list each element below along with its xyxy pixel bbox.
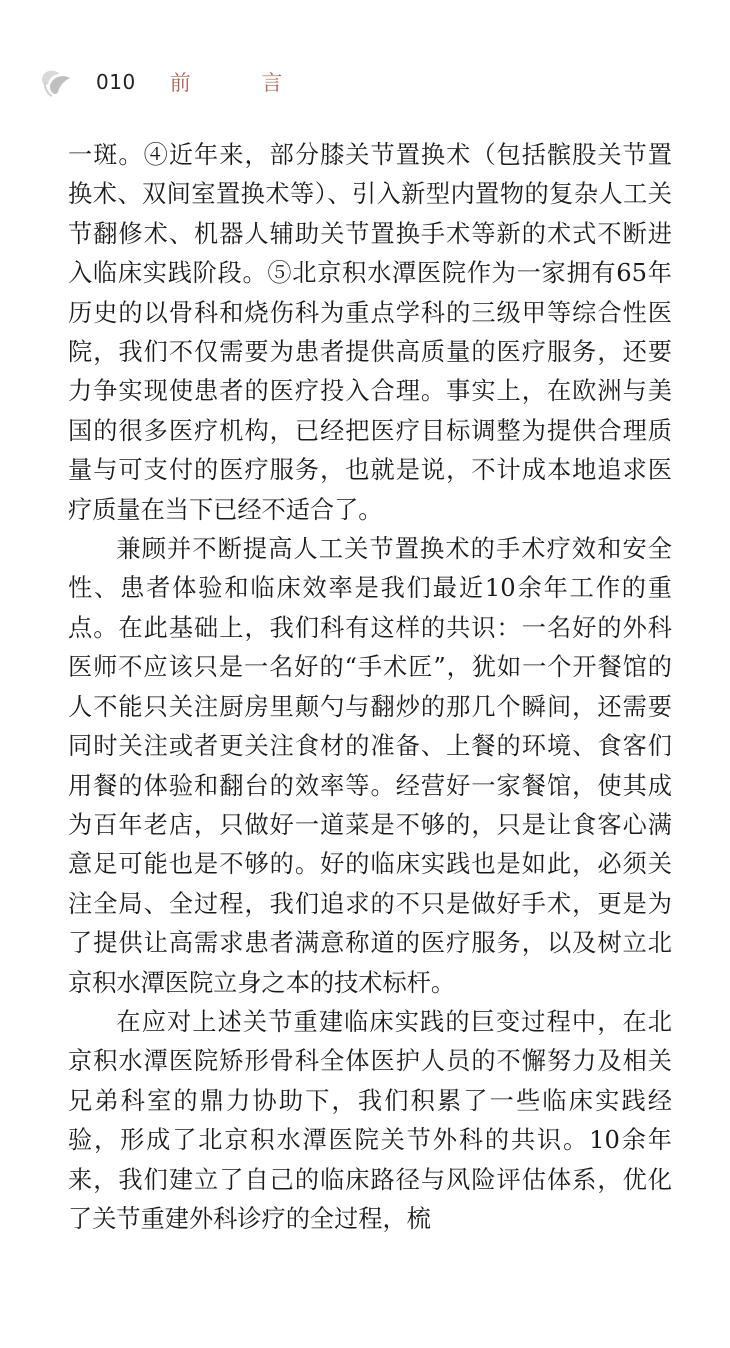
paragraph: 一斑。④近年来，部分膝关节置换术（包括髌股关节置换术、双间室置换术等）、引入新型内置物的复杂人工关节翻修术、机器人辅助关节置换手术等新的术式不断进入临床实践阶段。⑤北京积水潭医院作为一家拥有65年历史的以骨科和烧伤科为重点学科的三级甲等综合性医院，我们不仅需要为患者提供高质量的医疗服务，还要力争实现使患者的医疗投入合理。事实上，在欧洲与美国的很多医疗机构，已经把医疗目标调整为提供合理质量与可支付的医疗服务，也就是说，不计成本地追求医疗质量在当下已经不适合了。 bbox=[68, 141, 672, 524]
section-title: 前 言 bbox=[169, 71, 315, 95]
paragraph: 兼顾并不断提高人工关节置换术的手术疗效和安全性、患者体验和临床效率是我们最近10余年工作的重点。在此基础上，我们科有这样的共识：一名好的外科医师不应该只是一名好的“手术匠”，犹如一个开餐馆的人不能只关注厨房里颠勺与翻炒的那几个瞬间，还需要同时关注或者更关注食材的准备、上餐的环境、食客们用餐的体验和翻台的效率等。经营好一家餐馆，使其成为百年老店，只做好一道菜是不够的，只是让食客心满意足可能也是不够的。好的临床实践也是如此，必须关注全局、全过程，我们追求的不只是做好手术，更是为了提供让高需求患者满意称道的医疗服务，以及树立北京积水潭医院立身之本的技术标杆。 bbox=[68, 535, 672, 997]
body-text bbox=[68, 136, 672, 1239]
page-header bbox=[36, 62, 314, 102]
page-number: 010 bbox=[96, 70, 136, 94]
paragraph: 在应对上述关节重建临床实践的巨变过程中，在北京积水潭医院矫形骨科全体医护人员的不懈努力及相关兄弟科室的鼎力协助下，我们积累了一些临床实践经验，形成了北京积水潭医院关节外科的共识。10余年来，我们建立了自己的临床路径与风险评估体系，优化了关节重建外科诊疗的全过程，梳 bbox=[68, 1007, 672, 1233]
leaf-logo-icon bbox=[36, 62, 76, 102]
